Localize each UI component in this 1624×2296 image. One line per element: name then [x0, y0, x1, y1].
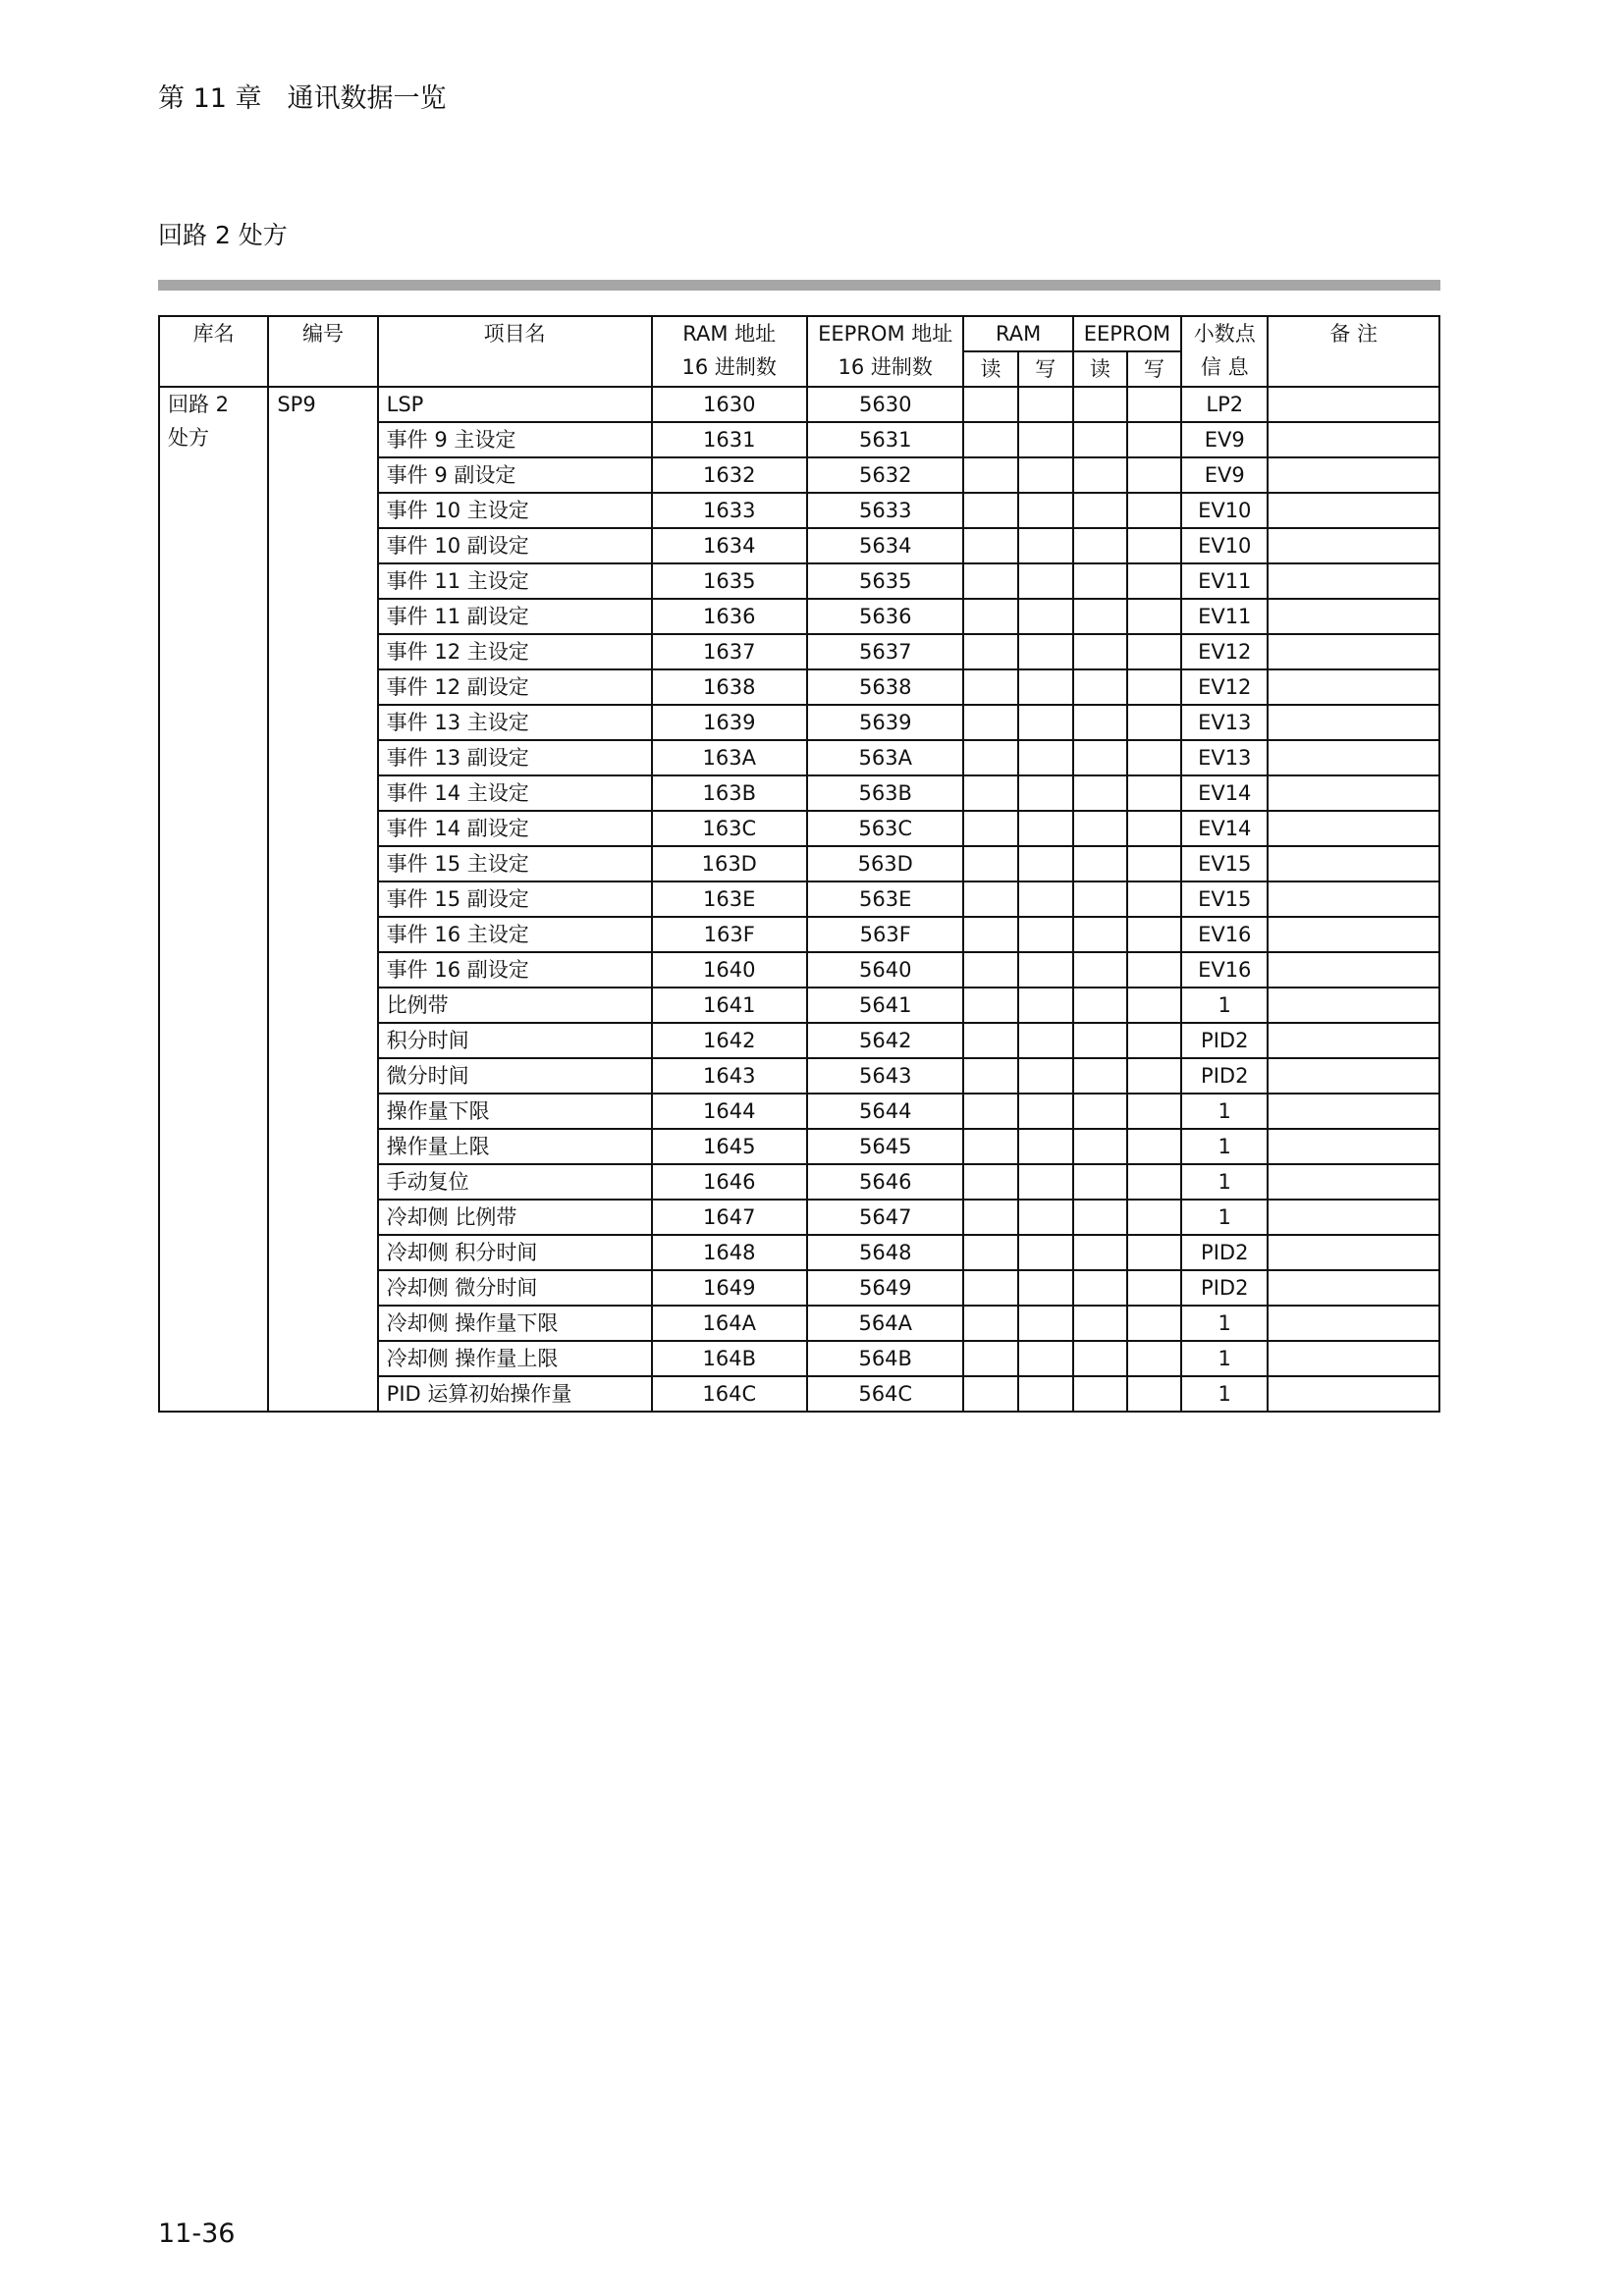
header-eeprom-write: 写	[1127, 351, 1181, 387]
ram-address-cell: 1636	[652, 599, 807, 634]
remarks-cell	[1268, 775, 1439, 811]
item-name-cell: 事件 16 主设定	[378, 917, 652, 952]
eeprom-write-cell	[1127, 1164, 1181, 1200]
eeprom-read-cell	[1073, 1235, 1127, 1270]
header-ram-address	[652, 316, 807, 387]
ram-read-cell	[963, 528, 1017, 563]
eeprom-address-cell: 5644	[807, 1094, 963, 1129]
ram-address-cell: 164C	[652, 1376, 807, 1412]
ram-write-cell	[1018, 1270, 1073, 1306]
eeprom-address-cell: 5645	[807, 1129, 963, 1164]
eeprom-address-cell: 5635	[807, 563, 963, 599]
item-name-cell: 事件 9 主设定	[378, 422, 652, 457]
item-name-cell: 事件 15 副设定	[378, 881, 652, 917]
eeprom-write-cell	[1127, 1094, 1181, 1129]
decimal-info-cell: EV14	[1181, 775, 1268, 811]
eeprom-write-cell	[1127, 422, 1181, 457]
eeprom-write-cell	[1127, 917, 1181, 952]
eeprom-write-cell	[1127, 988, 1181, 1023]
ram-read-cell	[963, 493, 1017, 528]
decimal-info-cell: PID2	[1181, 1235, 1268, 1270]
ram-write-cell	[1018, 846, 1073, 881]
item-name-cell: 事件 12 主设定	[378, 634, 652, 669]
eeprom-address-cell: 563C	[807, 811, 963, 846]
header-ram-read: 读	[963, 351, 1017, 387]
eeprom-read-cell	[1073, 1306, 1127, 1341]
remarks-cell	[1268, 1235, 1439, 1270]
item-name-cell: PID 运算初始操作量	[378, 1376, 652, 1412]
ram-write-cell	[1018, 881, 1073, 917]
eeprom-address-cell: 564C	[807, 1376, 963, 1412]
ram-address-cell: 163C	[652, 811, 807, 846]
eeprom-read-cell	[1073, 775, 1127, 811]
eeprom-read-cell	[1073, 422, 1127, 457]
decimal-info-cell: EV15	[1181, 846, 1268, 881]
header-eeprom-access: EEPROM	[1073, 316, 1181, 351]
ram-address-cell: 1635	[652, 563, 807, 599]
item-name-cell: 事件 11 主设定	[378, 563, 652, 599]
eeprom-write-cell	[1127, 740, 1181, 775]
eeprom-read-cell	[1073, 1094, 1127, 1129]
eeprom-read-cell	[1073, 740, 1127, 775]
eeprom-address-cell: 5641	[807, 988, 963, 1023]
ram-write-cell	[1018, 1129, 1073, 1164]
eeprom-write-cell	[1127, 811, 1181, 846]
ram-read-cell	[963, 1341, 1017, 1376]
ram-address-cell: 163D	[652, 846, 807, 881]
decimal-info-cell: 1	[1181, 1164, 1268, 1200]
eeprom-address-cell: 5639	[807, 705, 963, 740]
ram-write-cell	[1018, 988, 1073, 1023]
eeprom-write-cell	[1127, 1129, 1181, 1164]
decimal-info-cell: EV13	[1181, 740, 1268, 775]
item-name-cell: 冷却侧 比例带	[378, 1200, 652, 1235]
ram-address-cell: 1631	[652, 422, 807, 457]
eeprom-read-cell	[1073, 705, 1127, 740]
remarks-cell	[1268, 387, 1439, 422]
decimal-info-cell: EV15	[1181, 881, 1268, 917]
eeprom-write-cell	[1127, 846, 1181, 881]
ram-write-cell	[1018, 1164, 1073, 1200]
eeprom-read-cell	[1073, 988, 1127, 1023]
eeprom-address-cell: 563B	[807, 775, 963, 811]
remarks-cell	[1268, 1306, 1439, 1341]
decimal-info-cell: 1	[1181, 1200, 1268, 1235]
eeprom-address-cell: 563E	[807, 881, 963, 917]
ram-write-cell	[1018, 387, 1073, 422]
eeprom-write-cell	[1127, 599, 1181, 634]
eeprom-write-cell	[1127, 1058, 1181, 1094]
ram-write-cell	[1018, 457, 1073, 493]
decimal-info-cell: EV11	[1181, 563, 1268, 599]
decimal-info-cell: EV16	[1181, 917, 1268, 952]
header-number: 编号	[268, 316, 377, 387]
eeprom-read-cell	[1073, 528, 1127, 563]
eeprom-write-cell	[1127, 528, 1181, 563]
ram-address-cell: 164A	[652, 1306, 807, 1341]
decimal-info-cell: EV10	[1181, 528, 1268, 563]
eeprom-address-cell: 564A	[807, 1306, 963, 1341]
ram-read-cell	[963, 599, 1017, 634]
ram-write-cell	[1018, 775, 1073, 811]
remarks-cell	[1268, 1023, 1439, 1058]
ram-address-cell: 1633	[652, 493, 807, 528]
eeprom-read-cell	[1073, 1200, 1127, 1235]
remarks-cell	[1268, 599, 1439, 634]
remarks-cell	[1268, 917, 1439, 952]
eeprom-address-cell: 5638	[807, 669, 963, 705]
item-name-cell: 事件 14 副设定	[378, 811, 652, 846]
eeprom-read-cell	[1073, 1023, 1127, 1058]
eeprom-address-cell: 5634	[807, 528, 963, 563]
item-name-cell: 事件 14 主设定	[378, 775, 652, 811]
remarks-cell	[1268, 422, 1439, 457]
ram-address-cell: 1637	[652, 634, 807, 669]
ram-write-cell	[1018, 952, 1073, 988]
library-name-line1: 回路 2	[168, 393, 230, 416]
header-decimal-info-line2: 信 息	[1200, 355, 1249, 379]
decimal-info-cell: 1	[1181, 1094, 1268, 1129]
ram-read-cell	[963, 740, 1017, 775]
ram-read-cell	[963, 1200, 1017, 1235]
table-body	[159, 387, 1439, 1412]
decimal-info-cell: EV16	[1181, 952, 1268, 988]
item-name-cell: LSP	[378, 387, 652, 422]
header-item-name: 项目名	[378, 316, 652, 387]
eeprom-read-cell	[1073, 811, 1127, 846]
ram-read-cell	[963, 563, 1017, 599]
item-name-cell: 冷却侧 操作量上限	[378, 1341, 652, 1376]
item-name-cell: 事件 15 主设定	[378, 846, 652, 881]
eeprom-read-cell	[1073, 917, 1127, 952]
header-library: 库名	[159, 316, 268, 387]
eeprom-read-cell	[1073, 457, 1127, 493]
ram-write-cell	[1018, 1235, 1073, 1270]
header-ram-address-line1: RAM 地址	[682, 322, 777, 346]
chapter-header	[158, 77, 447, 115]
header-ram-write: 写	[1018, 351, 1073, 387]
eeprom-write-cell	[1127, 1270, 1181, 1306]
ram-read-cell	[963, 846, 1017, 881]
ram-address-cell: 163A	[652, 740, 807, 775]
ram-read-cell	[963, 1235, 1017, 1270]
item-name-cell: 操作量上限	[378, 1129, 652, 1164]
item-name-cell: 事件 13 副设定	[378, 740, 652, 775]
item-name-cell: 微分时间	[378, 1058, 652, 1094]
ram-read-cell	[963, 634, 1017, 669]
decimal-info-cell: EV9	[1181, 422, 1268, 457]
eeprom-write-cell	[1127, 563, 1181, 599]
item-name-cell: 事件 12 副设定	[378, 669, 652, 705]
header-eeprom-address	[807, 316, 963, 387]
eeprom-read-cell	[1073, 1164, 1127, 1200]
eeprom-read-cell	[1073, 493, 1127, 528]
decimal-info-cell: EV14	[1181, 811, 1268, 846]
ram-address-cell: 163B	[652, 775, 807, 811]
remarks-cell	[1268, 1058, 1439, 1094]
remarks-cell	[1268, 563, 1439, 599]
ram-write-cell	[1018, 669, 1073, 705]
item-name-cell: 积分时间	[378, 1023, 652, 1058]
ram-read-cell	[963, 457, 1017, 493]
item-name-cell: 事件 10 主设定	[378, 493, 652, 528]
decimal-info-cell: EV13	[1181, 705, 1268, 740]
ram-write-cell	[1018, 740, 1073, 775]
header-remarks: 备 注	[1268, 316, 1439, 387]
ram-address-cell: 1645	[652, 1129, 807, 1164]
ram-read-cell	[963, 988, 1017, 1023]
eeprom-address-cell: 5636	[807, 599, 963, 634]
remarks-cell	[1268, 740, 1439, 775]
eeprom-read-cell	[1073, 1270, 1127, 1306]
ram-read-cell	[963, 952, 1017, 988]
eeprom-write-cell	[1127, 1200, 1181, 1235]
eeprom-write-cell	[1127, 493, 1181, 528]
item-name-cell: 事件 9 副设定	[378, 457, 652, 493]
ram-write-cell	[1018, 1341, 1073, 1376]
eeprom-address-cell: 5642	[807, 1023, 963, 1058]
ram-address-cell: 1643	[652, 1058, 807, 1094]
eeprom-read-cell	[1073, 1058, 1127, 1094]
eeprom-write-cell	[1127, 705, 1181, 740]
ram-address-cell: 1632	[652, 457, 807, 493]
ram-address-cell: 1644	[652, 1094, 807, 1129]
ram-address-cell: 1647	[652, 1200, 807, 1235]
ram-write-cell	[1018, 1376, 1073, 1412]
eeprom-write-cell	[1127, 634, 1181, 669]
ram-write-cell	[1018, 599, 1073, 634]
ram-write-cell	[1018, 1306, 1073, 1341]
ram-read-cell	[963, 1306, 1017, 1341]
ram-address-cell: 163F	[652, 917, 807, 952]
decimal-info-cell: 1	[1181, 988, 1268, 1023]
eeprom-address-cell: 5646	[807, 1164, 963, 1200]
table-row	[159, 387, 1439, 422]
ram-address-cell: 1648	[652, 1235, 807, 1270]
ram-read-cell	[963, 1094, 1017, 1129]
item-name-cell: 事件 10 副设定	[378, 528, 652, 563]
eeprom-read-cell	[1073, 599, 1127, 634]
ram-read-cell	[963, 881, 1017, 917]
ram-address-cell: 1642	[652, 1023, 807, 1058]
ram-address-cell: 1630	[652, 387, 807, 422]
eeprom-write-cell	[1127, 457, 1181, 493]
decimal-info-cell: 1	[1181, 1129, 1268, 1164]
item-name-cell: 事件 13 主设定	[378, 705, 652, 740]
remarks-cell	[1268, 1129, 1439, 1164]
header-ram-access: RAM	[963, 316, 1072, 351]
ram-address-cell: 1634	[652, 528, 807, 563]
ram-write-cell	[1018, 811, 1073, 846]
remarks-cell	[1268, 705, 1439, 740]
decimal-info-cell: PID2	[1181, 1023, 1268, 1058]
item-name-cell: 事件 11 副设定	[378, 599, 652, 634]
ram-read-cell	[963, 705, 1017, 740]
number-cell: SP9	[268, 387, 377, 1412]
decimal-info-cell: EV12	[1181, 634, 1268, 669]
ram-read-cell	[963, 387, 1017, 422]
ram-read-cell	[963, 1129, 1017, 1164]
eeprom-address-cell: 5632	[807, 457, 963, 493]
header-eeprom-address-line1: EEPROM 地址	[818, 322, 953, 346]
decimal-info-cell: 1	[1181, 1341, 1268, 1376]
section-divider-rule	[158, 280, 1440, 291]
eeprom-read-cell	[1073, 881, 1127, 917]
ram-address-cell: 163E	[652, 881, 807, 917]
remarks-cell	[1268, 457, 1439, 493]
ram-address-cell: 1640	[652, 952, 807, 988]
page-number: 11-36	[158, 2218, 236, 2249]
remarks-cell	[1268, 528, 1439, 563]
item-name-cell: 操作量下限	[378, 1094, 652, 1129]
remarks-cell	[1268, 1094, 1439, 1129]
eeprom-read-cell	[1073, 669, 1127, 705]
decimal-info-cell: LP2	[1181, 387, 1268, 422]
header-eeprom-address-line2: 16 进制数	[838, 355, 933, 379]
ram-address-cell: 1638	[652, 669, 807, 705]
eeprom-write-cell	[1127, 1341, 1181, 1376]
eeprom-write-cell	[1127, 881, 1181, 917]
chapter-title: 通讯数据一览	[287, 83, 447, 114]
remarks-cell	[1268, 1270, 1439, 1306]
eeprom-address-cell: 5640	[807, 952, 963, 988]
eeprom-address-cell: 5647	[807, 1200, 963, 1235]
decimal-info-cell: EV12	[1181, 669, 1268, 705]
remarks-cell	[1268, 669, 1439, 705]
item-name-cell: 手动复位	[378, 1164, 652, 1200]
ram-write-cell	[1018, 1200, 1073, 1235]
header-decimal-info	[1181, 316, 1268, 387]
eeprom-address-cell: 563A	[807, 740, 963, 775]
remarks-cell	[1268, 952, 1439, 988]
ram-address-cell: 1641	[652, 988, 807, 1023]
decimal-info-cell: PID2	[1181, 1058, 1268, 1094]
eeprom-read-cell	[1073, 1376, 1127, 1412]
eeprom-write-cell	[1127, 1306, 1181, 1341]
ram-write-cell	[1018, 422, 1073, 457]
ram-write-cell	[1018, 1023, 1073, 1058]
ram-write-cell	[1018, 493, 1073, 528]
ram-write-cell	[1018, 528, 1073, 563]
remarks-cell	[1268, 1164, 1439, 1200]
eeprom-write-cell	[1127, 1235, 1181, 1270]
eeprom-write-cell	[1127, 952, 1181, 988]
eeprom-address-cell: 5643	[807, 1058, 963, 1094]
ram-write-cell	[1018, 1094, 1073, 1129]
remarks-cell	[1268, 1200, 1439, 1235]
ram-write-cell	[1018, 917, 1073, 952]
remarks-cell	[1268, 846, 1439, 881]
header-decimal-info-line1: 小数点	[1193, 322, 1256, 346]
eeprom-address-cell: 5648	[807, 1235, 963, 1270]
item-name-cell: 冷却侧 操作量下限	[378, 1306, 652, 1341]
eeprom-read-cell	[1073, 952, 1127, 988]
remarks-cell	[1268, 811, 1439, 846]
item-name-cell: 冷却侧 积分时间	[378, 1235, 652, 1270]
ram-read-cell	[963, 811, 1017, 846]
eeprom-write-cell	[1127, 775, 1181, 811]
ram-read-cell	[963, 775, 1017, 811]
ram-write-cell	[1018, 705, 1073, 740]
decimal-info-cell: PID2	[1181, 1270, 1268, 1306]
eeprom-address-cell: 564B	[807, 1341, 963, 1376]
remarks-cell	[1268, 493, 1439, 528]
ram-read-cell	[963, 1376, 1017, 1412]
eeprom-write-cell	[1127, 1376, 1181, 1412]
eeprom-address-cell: 5637	[807, 634, 963, 669]
eeprom-address-cell: 5633	[807, 493, 963, 528]
item-name-cell: 冷却侧 微分时间	[378, 1270, 652, 1306]
section-title: 回路 2 处方	[158, 221, 288, 249]
decimal-info-cell: EV10	[1181, 493, 1268, 528]
remarks-cell	[1268, 1341, 1439, 1376]
remarks-cell	[1268, 1376, 1439, 1412]
chapter-number: 第 11 章	[158, 83, 262, 114]
communication-data-table	[158, 315, 1440, 1413]
item-name-cell: 比例带	[378, 988, 652, 1023]
item-name-cell: 事件 16 副设定	[378, 952, 652, 988]
ram-address-cell: 1639	[652, 705, 807, 740]
ram-address-cell: 164B	[652, 1341, 807, 1376]
ram-write-cell	[1018, 563, 1073, 599]
decimal-info-cell: EV11	[1181, 599, 1268, 634]
decimal-info-cell: 1	[1181, 1376, 1268, 1412]
eeprom-address-cell: 563F	[807, 917, 963, 952]
library-name-cell	[159, 387, 268, 1412]
eeprom-read-cell	[1073, 1129, 1127, 1164]
eeprom-address-cell: 5631	[807, 422, 963, 457]
ram-read-cell	[963, 1270, 1017, 1306]
remarks-cell	[1268, 988, 1439, 1023]
ram-address-cell: 1649	[652, 1270, 807, 1306]
eeprom-read-cell	[1073, 634, 1127, 669]
decimal-info-cell: 1	[1181, 1306, 1268, 1341]
ram-write-cell	[1018, 634, 1073, 669]
eeprom-read-cell	[1073, 1341, 1127, 1376]
decimal-info-cell: EV9	[1181, 457, 1268, 493]
ram-read-cell	[963, 1058, 1017, 1094]
eeprom-read-cell	[1073, 846, 1127, 881]
eeprom-read-cell	[1073, 387, 1127, 422]
eeprom-write-cell	[1127, 387, 1181, 422]
ram-address-cell: 1646	[652, 1164, 807, 1200]
remarks-cell	[1268, 881, 1439, 917]
ram-read-cell	[963, 1164, 1017, 1200]
ram-read-cell	[963, 669, 1017, 705]
eeprom-address-cell: 563D	[807, 846, 963, 881]
remarks-cell	[1268, 634, 1439, 669]
library-name-line2: 处方	[168, 426, 209, 450]
eeprom-write-cell	[1127, 669, 1181, 705]
ram-read-cell	[963, 917, 1017, 952]
ram-read-cell	[963, 1023, 1017, 1058]
header-eeprom-read: 读	[1073, 351, 1127, 387]
ram-write-cell	[1018, 1058, 1073, 1094]
header-ram-address-line2: 16 进制数	[681, 355, 777, 379]
eeprom-read-cell	[1073, 563, 1127, 599]
eeprom-write-cell	[1127, 1023, 1181, 1058]
ram-read-cell	[963, 422, 1017, 457]
eeprom-address-cell: 5649	[807, 1270, 963, 1306]
eeprom-address-cell: 5630	[807, 387, 963, 422]
